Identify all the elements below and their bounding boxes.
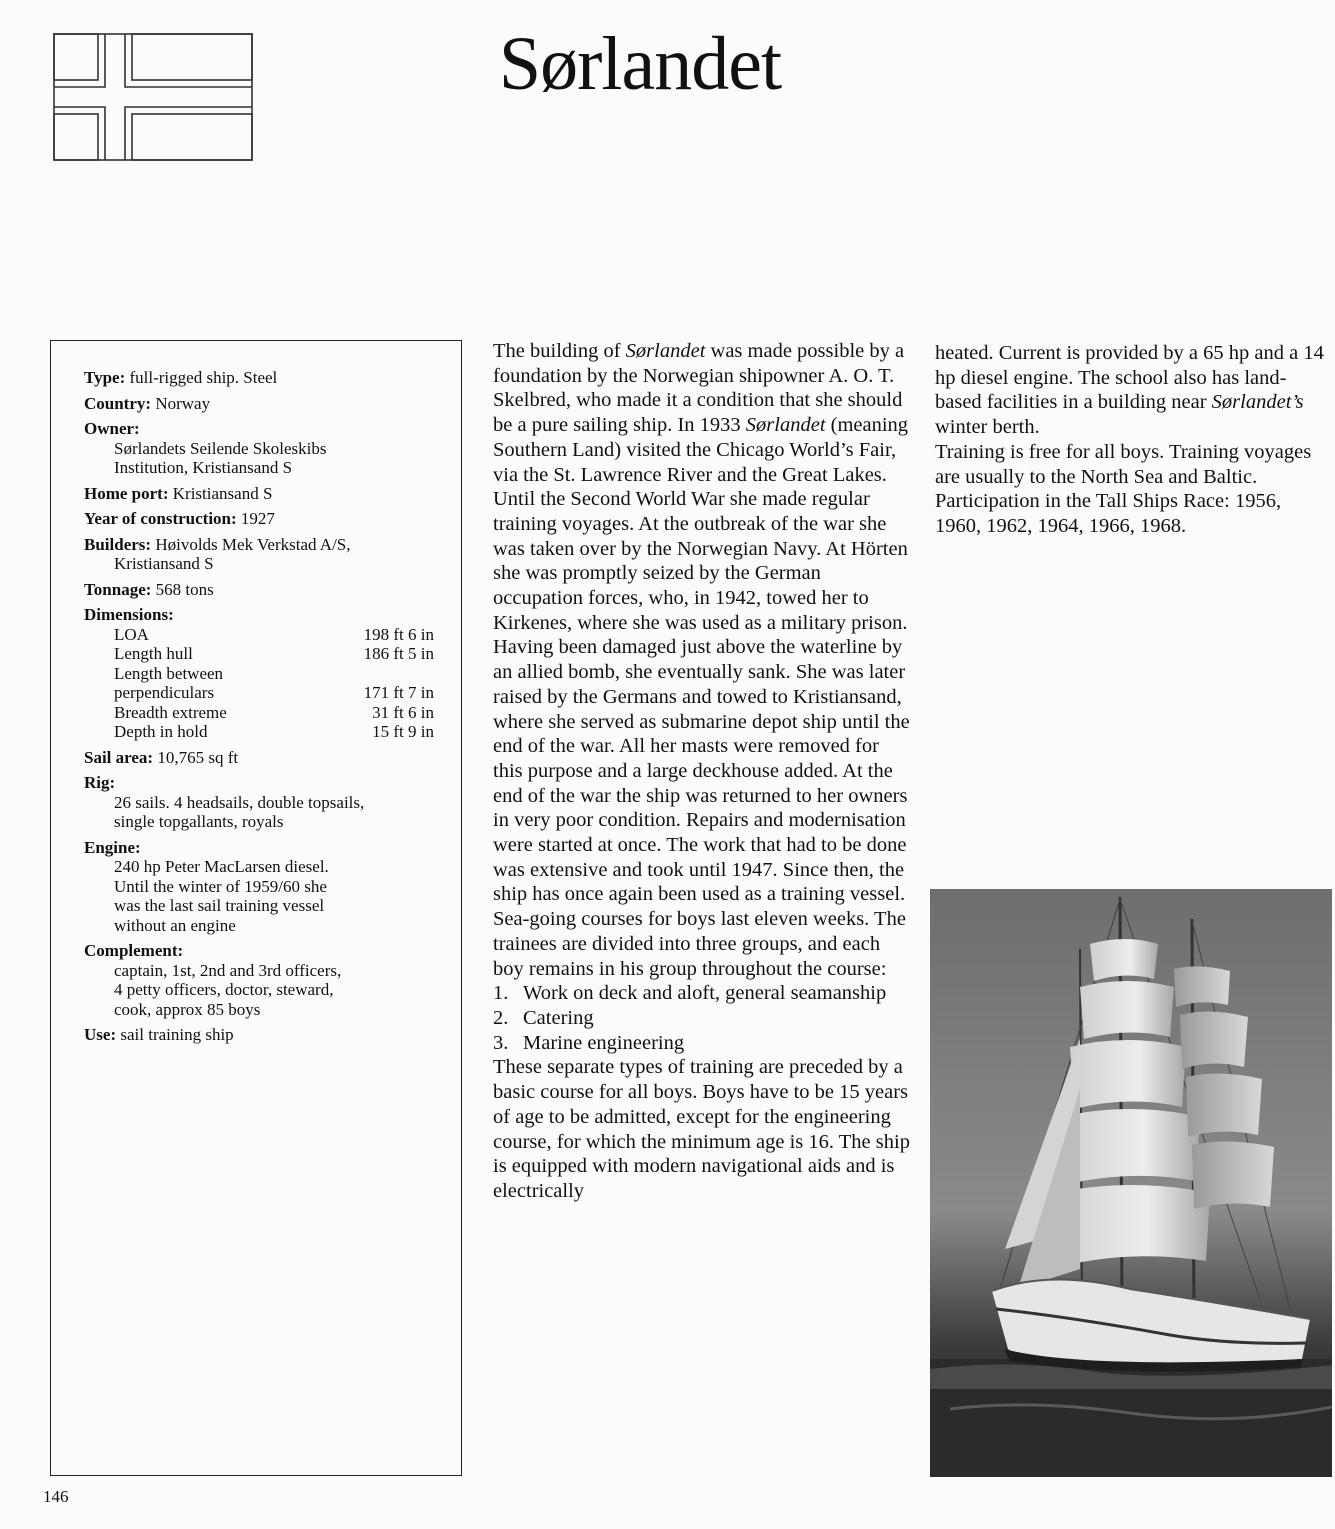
ship-name: Sørlandet <box>745 414 826 437</box>
spec-home-port <box>84 484 459 504</box>
spec-label: Engine: <box>84 837 141 857</box>
body-column-right <box>935 341 1330 539</box>
spec-value: 1927 <box>240 509 275 528</box>
ship-name: Sørlandet’s <box>1211 391 1304 414</box>
spec-value: captain, 1st, 2nd and 3rd officers, <box>114 960 342 980</box>
spec-value: without an engine <box>114 915 236 935</box>
list-item <box>493 981 913 1006</box>
dimension-row <box>84 644 459 664</box>
paragraph <box>935 341 1330 440</box>
text-run: (meaning Southern Land) visited the Chicago World’s Fair, via the St. Lawrence River and the Great Lakes. Until the Second World War she made regular training voyages. At the outbreak of the war she was taken over by the Norwegian Navy. At Hörten she was promptly seized by the German occupation forces, who, in 1942, towed her to Kirkenes, where she was used as a military prison. <box>493 414 909 634</box>
spec-value: 26 sails. 4 headsails, double topsails, <box>114 792 365 812</box>
dimension-value <box>344 664 434 684</box>
dimension-value: 171 ft 7 in <box>363 683 434 702</box>
spec-rig <box>84 773 459 832</box>
spec-complement <box>84 941 459 1019</box>
spec-year <box>84 509 459 529</box>
spec-value: 240 hp Peter MacLarsen diesel. <box>114 857 329 876</box>
ship-illustration <box>930 889 1332 1477</box>
paragraph: These separate types of training are preceded by a basic course for all boys. Boys have to be 15 years of age to be admitted, except for the engineering course, for which the minimum age is 16. The ship is equipped with modern navigational aids and is electrically <box>493 1056 910 1202</box>
spec-value: 568 tons <box>155 579 214 599</box>
list-text: Marine engineering <box>523 1031 685 1054</box>
list-text: Work on deck and aloft, general seamanship <box>523 982 887 1005</box>
paragraph: Sea-going courses for boys last eleven weeks. The trainees are divided into three groups, and each boy remains in his group throughout the course: <box>493 908 906 980</box>
spec-value: Norway <box>155 393 211 413</box>
spec-engine <box>84 838 459 936</box>
spec-label: Rig: <box>84 773 116 792</box>
text-run: The building of <box>493 340 626 362</box>
spec-label: Use: <box>84 1025 117 1044</box>
spec-label: Sail area: <box>84 747 154 767</box>
spec-label: Dimensions: <box>84 605 174 624</box>
paragraph <box>493 339 913 635</box>
spec-dimensions <box>84 605 459 742</box>
spec-type <box>84 368 459 388</box>
spec-value: Kristiansand S <box>114 554 214 573</box>
spec-value: 10,765 sq ft <box>157 747 239 767</box>
text-run: heated. Current is provided by a 65 hp and a 14 hp diesel engine. The school also has land-based facilities in a building near <box>935 342 1324 414</box>
dimension-name: perpendiculars <box>114 683 215 702</box>
spec-list <box>84 368 459 1051</box>
paragraph: Participation in the Tall Ships Race: 1956, 1960, 1962, 1964, 1966, 1968. <box>935 490 1282 537</box>
spec-value: Kristiansand S <box>172 483 273 503</box>
spec-owner <box>84 419 459 478</box>
spec-value: Until the winter of 1959/60 she <box>114 876 327 896</box>
paragraph: Having been damaged just above the waterline by an allied bomb, she eventually sank. She was later raised by the Germans and towed to Kristiansand, where she served as submarine depot ship until the end of the war. All her masts were removed for this purpose and a large deckhouse added. At the end of the war the ship was returned to her owners in very poor condition. Repairs and modernisation were started at once. The work that had to be done was extensive and took until 1947. Since then, the ship has once again been used as a training vessel. <box>493 636 910 906</box>
list-number: 1. <box>493 982 509 1005</box>
spec-label: Complement: <box>84 941 184 960</box>
spec-value: full-rigged ship. Steel <box>129 368 278 387</box>
spec-value: was the last sail training vessel <box>114 896 325 915</box>
list-item <box>493 1006 913 1031</box>
spec-sail-area <box>84 748 459 768</box>
dimension-name: Length between <box>114 663 224 683</box>
dimension-row <box>84 625 459 645</box>
page-title: Sørlandet <box>498 22 782 106</box>
spec-use <box>84 1025 459 1045</box>
ship-name: Sørlandet <box>625 340 706 362</box>
list-number: 2. <box>493 1006 509 1029</box>
text-run: was made possible by a foundation by the Norwegian shipowner A. O. T. Skelbred, who made it a condition that she should be a pure sailing ship. In 1933 <box>493 340 905 437</box>
body-column-middle <box>493 339 913 1204</box>
dimension-name: LOA <box>114 624 149 644</box>
text-run: winter berth. <box>935 416 1040 439</box>
spec-label: Type: <box>84 368 126 387</box>
dimension-value: 198 ft 6 in <box>363 624 434 644</box>
dimension-value: 31 ft 6 in <box>372 702 434 722</box>
spec-value: Institution, Kristiansand S <box>114 458 293 477</box>
list-text: Catering <box>523 1006 594 1029</box>
dimension-row <box>84 664 459 684</box>
spec-country <box>84 394 459 414</box>
dimension-row <box>84 722 459 742</box>
spec-label: Country: <box>84 393 152 413</box>
dimension-name: Depth in hold <box>114 722 208 741</box>
paragraph: Training is free for all boys. Training voyages are usually to the North Sea and Baltic. <box>935 440 1312 488</box>
spec-value: cook, approx 85 boys <box>114 999 261 1019</box>
spec-builders <box>84 535 459 574</box>
dimension-name: Length hull <box>114 644 193 663</box>
dimension-row <box>84 703 459 723</box>
dimension-value: 15 ft 9 in <box>372 722 434 741</box>
spec-label: Home port: <box>84 483 169 503</box>
spec-value: sail training ship <box>120 1025 234 1044</box>
spec-value: Sørlandets Seilende Skoleskibs <box>114 438 327 458</box>
dimension-row <box>84 683 459 703</box>
sailing-ship-photo <box>930 889 1332 1477</box>
page-number: 146 <box>43 1487 69 1506</box>
spec-value: Høivolds Mek Verkstad A/S, <box>155 534 351 554</box>
list-item <box>493 1031 913 1056</box>
spec-value: single topgallants, royals <box>114 812 284 831</box>
spec-value: 4 petty officers, doctor, steward, <box>114 980 334 999</box>
spec-label: Owner: <box>84 419 140 438</box>
list-number: 3. <box>493 1031 509 1054</box>
spec-label: Tonnage: <box>84 579 152 599</box>
norwegian-flag-icon <box>53 33 253 161</box>
spec-tonnage <box>84 580 459 600</box>
dimension-value: 186 ft 5 in <box>363 644 434 663</box>
dimension-name: Breadth extreme <box>114 702 227 722</box>
spec-label: Builders: <box>84 534 152 554</box>
spec-label: Year of construction: <box>84 509 237 528</box>
